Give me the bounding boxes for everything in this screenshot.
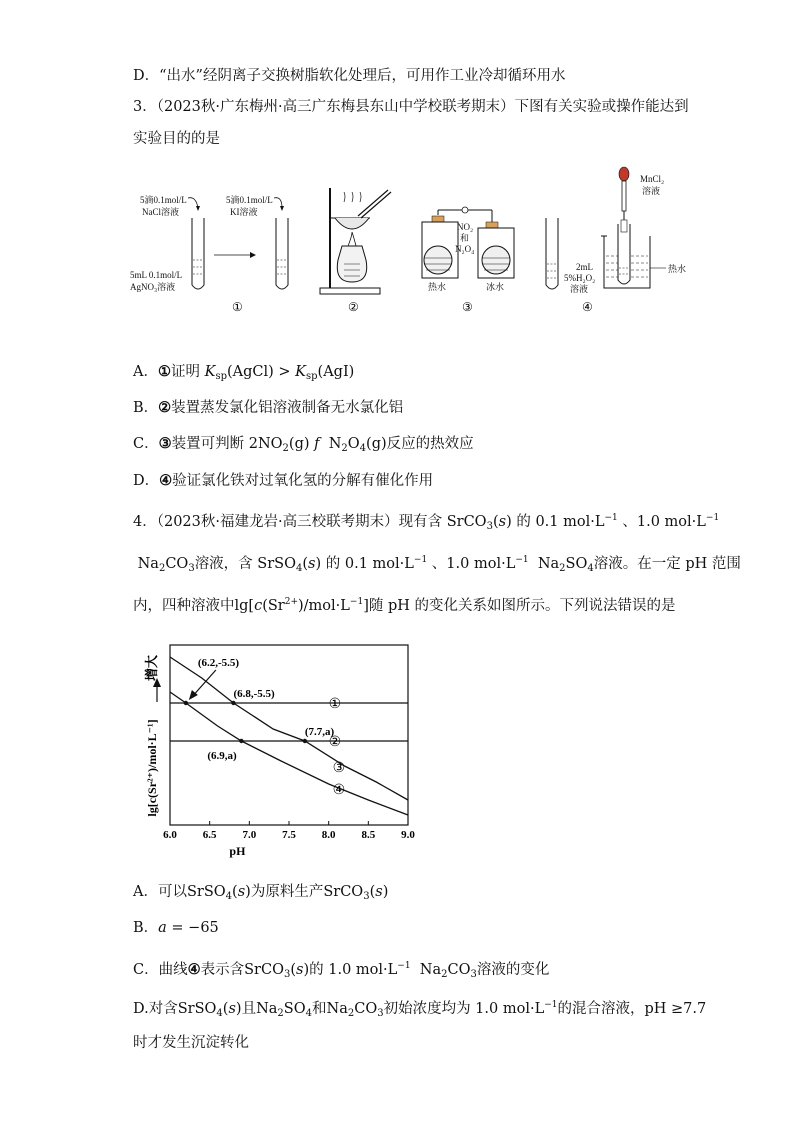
option-d-prefix: D． <box>133 473 160 489</box>
label-hot-water: 热水 <box>428 282 447 292</box>
label-n2o4: N₂O₄ <box>455 244 475 254</box>
option-a-prefix: A． <box>133 364 158 380</box>
annotation-point <box>239 739 243 743</box>
label-no2: NO₂ <box>457 222 474 232</box>
option-c-after: 反应的热效应 <box>386 436 474 452</box>
q3-apparatus-figure <box>130 160 710 320</box>
option-d-text: 验证氯化铁对过氧化氢的分解有催化作用 <box>172 473 434 489</box>
q3-stem-line1: 3．（2023秋·广东梅州·高三广东梅县东山中学校联考期末）下图有关实验或操作能达到 <box>133 99 689 115</box>
option-c-circle: ③ <box>158 435 172 452</box>
q3-option-c[interactable] <box>133 434 474 459</box>
label-h2o2-line1: 2mL <box>576 262 593 272</box>
series-label-③: ③ <box>332 761 346 776</box>
option-c-formula: $2NO_2(g)$ f $N_2O_4(g)$ <box>248 436 387 454</box>
apparatus-number-1: ① <box>232 300 243 314</box>
annotation-point <box>184 701 188 705</box>
label-h2o2-line2: 5%H₂O₂ <box>564 273 596 283</box>
x-tick-label: 7.5 <box>282 829 296 841</box>
q3-option-a[interactable] <box>133 362 354 387</box>
label-h2o2-line3: 溶液 <box>570 284 589 294</box>
x-tick-label: 9.0 <box>401 829 415 841</box>
x-axis-label: pH <box>229 844 246 858</box>
series-label-①: ① <box>328 697 342 712</box>
option-c-text: 装置可判断 <box>171 436 245 452</box>
q3-stem-line2: 实验目的的是 <box>133 131 220 147</box>
x-tick-label: 8.5 <box>361 829 376 841</box>
q4-option-c[interactable]: C．曲线④表示含SrCO$_3$(s)的 1.0 $mol\cdot L^{-1}$ $Na_2CO_3$溶液的变化 <box>133 961 550 980</box>
annotation-label: (7.7,a) <box>304 726 335 738</box>
apparatus-number-3: ③ <box>462 300 473 314</box>
series-label-②: ② <box>328 735 342 750</box>
q3-option-b[interactable] <box>133 398 403 418</box>
option-a-circle: ① <box>157 363 171 380</box>
annotation-label: (6.8,-5.5) <box>233 688 275 700</box>
option-d-circle: ④ <box>159 472 173 489</box>
label-agno3-line2: AgNO₃溶液 <box>130 282 176 292</box>
option-b-prefix: B． <box>133 400 159 416</box>
label-drop-nacl-line1: 5滴0.1mol/L <box>140 195 187 205</box>
q4-stem-line3: 内，四种溶液中$\lg[c(Sr^{2+})/mol\cdot L^{-1}]$随 pH 的变化关系如图所示。下列说法错误的是 <box>133 597 676 614</box>
x-tick-label: 8.0 <box>321 829 336 841</box>
y-axis-label: lg[c(Sr²⁺)/mol·L⁻¹] <box>145 719 159 817</box>
label-mncl2-line2: 溶液 <box>642 186 661 196</box>
series-label-④: ④ <box>332 783 346 798</box>
annotation-label: (6.9,a) <box>207 750 237 762</box>
label-mncl2-line1: MnCl₂ <box>640 174 665 184</box>
option-c-prefix: C． <box>133 436 159 452</box>
option-b-text: 装置蒸发氯化铝溶液制备无水氯化铝 <box>171 400 404 416</box>
apparatus-number-2: ② <box>348 300 359 314</box>
q4-stem-line1: 4．（2023秋·福建龙岩·高三校联考期末）现有含 SrCO$_3$(s) 的 0.1 $mol\cdot L^{-1}$ 、1.0 $mol\cdot L^{-1}$ <box>133 513 720 532</box>
y-arrow-label: 增大 <box>144 654 159 682</box>
option-a-formula: $K_{sp}(AgCl) > K_{sp}(AgI)$ <box>204 364 355 382</box>
label-drop-ki-line2: KI溶液 <box>230 207 258 217</box>
q4-option-b[interactable]: B．a = −65 <box>133 920 219 936</box>
q4-stem-line2: $Na_2CO_3$溶液，含 SrSO$_4$(s) 的 0.1 $mol\cdot L^{-1}$ 、1.0 $mol\cdot L^{-1}$ $Na_2SO_4$溶液。在一定 pH 范围 <box>133 555 741 574</box>
label-he: 和 <box>460 233 470 243</box>
prev-question-option-d: D．“出水”经阴离子交换树脂软化处理后，可用作工业冷却循环用水 <box>133 68 566 84</box>
annotation-label: (6.2,-5.5) <box>197 657 240 669</box>
label-ice-water: 冰水 <box>486 282 505 292</box>
x-tick-label: 6.5 <box>202 829 217 841</box>
label-drop-ki-line1: 5滴0.1mol/L <box>226 195 273 205</box>
annotation-point <box>303 739 307 743</box>
x-tick-label: 7.0 <box>242 829 257 841</box>
label-hot-water-4: 热水 <box>668 264 687 274</box>
apparatus-number-4: ④ <box>582 300 593 314</box>
q4-option-d[interactable]: D.对含SrSO$_4$(s)且$Na_2SO_4$和$Na_2CO_3$初始浓度均为 1.0 $mol\cdot L^{-1}$的混合溶液，pH ≥7.7 <box>133 1000 707 1019</box>
option-b-circle: ② <box>158 399 172 416</box>
annotation-point <box>231 701 235 705</box>
series-curve-4 <box>170 692 408 815</box>
q4-chart <box>140 640 430 865</box>
label-agno3-line1: 5mL 0.1mol/L <box>130 270 183 280</box>
option-a-text: 证明 <box>170 364 200 380</box>
q4-option-a[interactable]: A．可以SrSO$_4$(s)为原料生产SrCO$_3$(s) <box>133 884 389 902</box>
series-curve-3 <box>170 657 408 800</box>
q4-option-d-line2: 时才发生沉淀转化 <box>133 1035 249 1051</box>
q3-option-d[interactable] <box>133 471 433 491</box>
label-drop-nacl-line2: NaCl溶液 <box>142 207 179 217</box>
x-tick-label: 6.0 <box>163 829 177 841</box>
